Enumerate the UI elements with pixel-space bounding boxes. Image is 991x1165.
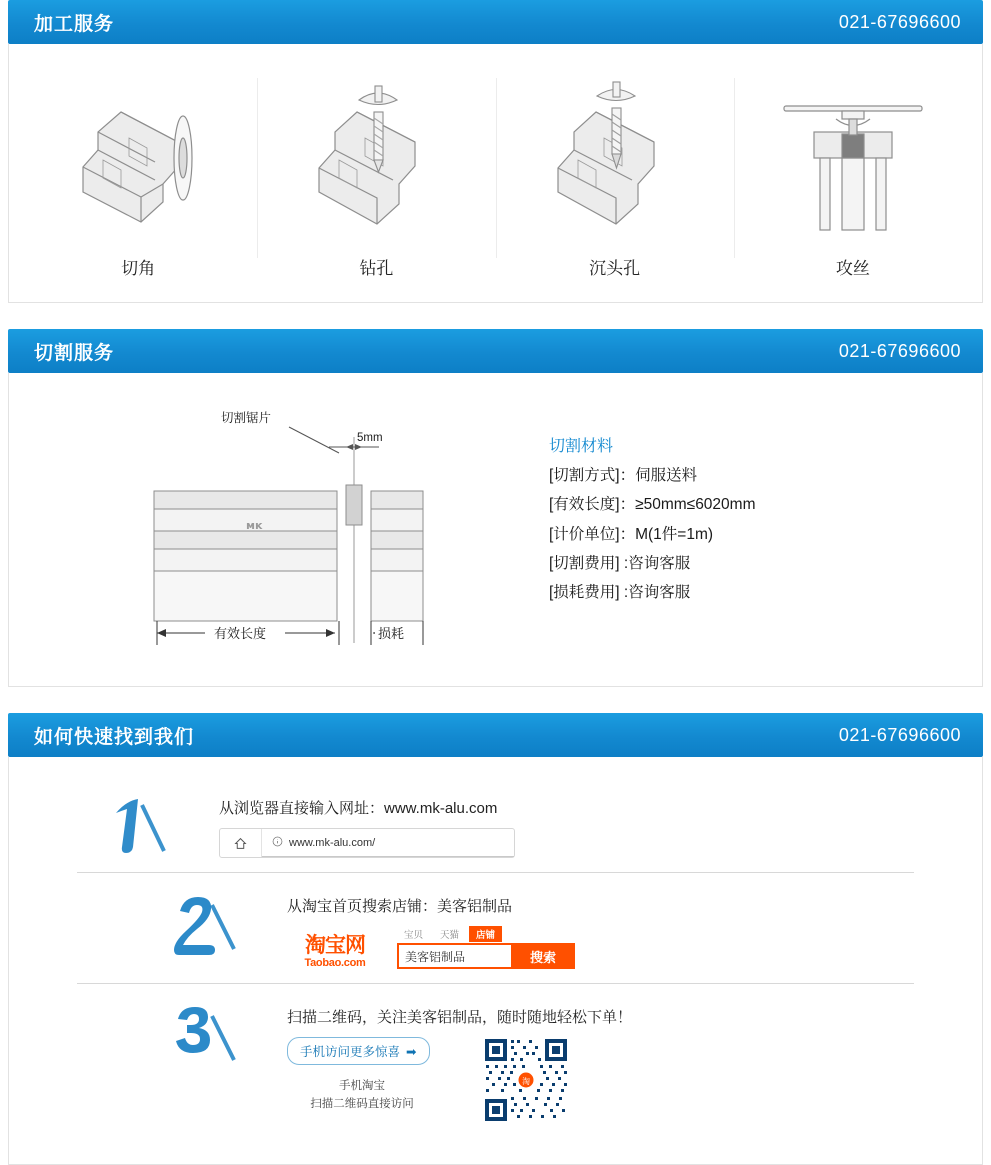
machining-section-header: [8, 0, 983, 44]
browser-address-bar[interactable]: [219, 828, 515, 858]
cutting-section-phone: 021-67696600: [838, 340, 961, 361]
machining-section-body: [8, 44, 983, 303]
step-3-desc: 扫描二维码，关注美客铝制品，随时随地轻松下单！: [287, 1009, 633, 1026]
cutting-spec-item: [有效长度]：≥50mm≤6020mm: [549, 496, 756, 514]
drill-hole-icon: [281, 72, 471, 242]
taobao-search-button[interactable]: 搜索: [511, 943, 575, 969]
machining-item-label: 攻丝: [835, 259, 870, 278]
home-icon[interactable]: [220, 829, 262, 857]
qr-caption-line2: 扫描二维码直接访问: [310, 1098, 414, 1111]
mobile-visit-group: [287, 1037, 437, 1114]
cutting-spec-item: [损耗费用] :咨询客服: [549, 584, 691, 601]
machining-item-label: 钻孔: [359, 259, 394, 278]
findus-section-title: 如何快速找到我们: [34, 726, 195, 748]
info-circle-icon: [272, 836, 283, 850]
svg-text:淘: 淘: [522, 1077, 530, 1086]
tapping-icon: [758, 72, 948, 242]
step-3-content: [277, 1000, 914, 1128]
machining-item-label: 切角: [121, 259, 156, 278]
mobile-visit-label: 手机访问更多惊喜: [300, 1045, 401, 1059]
machining-section-title: 加工服务: [34, 13, 115, 35]
qr-block: [287, 1037, 914, 1128]
svg-text:切割锯片: 切割锯片: [221, 411, 272, 425]
taobao-search-mock: [287, 926, 914, 969]
step-number-1: [9, 791, 209, 857]
step-2-desc: 从淘宝首页搜索店铺：美客铝制品: [287, 898, 513, 915]
cutting-section-body: [8, 373, 983, 687]
svg-text:有效长度: 有效长度: [214, 626, 267, 641]
svg-text:5mm: 5mm: [357, 432, 383, 444]
brand-mark: ᴍᴋ: [246, 519, 263, 532]
taobao-search-input[interactable]: 美客铝制品: [397, 943, 511, 969]
findus-step-3: [77, 983, 914, 1142]
taobao-search-box: [397, 926, 575, 969]
findus-step-2: [77, 872, 914, 983]
cutting-content: [9, 373, 982, 686]
tab-baobei[interactable]: 宝贝: [404, 930, 424, 941]
mobile-visit-button[interactable]: [287, 1037, 430, 1065]
taobao-logo: [287, 935, 383, 969]
tab-tmall[interactable]: 天猫: [440, 930, 460, 941]
findus-section-body: [8, 757, 983, 1165]
spacer: [8, 687, 983, 713]
step-1-content: [209, 791, 982, 858]
step-number-2: [77, 889, 277, 955]
cutting-specs: [549, 395, 756, 660]
taobao-tabs: [397, 926, 575, 942]
step-1-desc: 从浏览器直接输入网址：www.mk-alu.com: [219, 800, 498, 817]
cutting-section-header: [8, 329, 983, 373]
machining-item-cut-corner: [19, 72, 257, 280]
findus-section-phone: 021-67696600: [838, 724, 961, 745]
qr-caption-line1: 手机淘宝: [339, 1080, 385, 1092]
machining-item-countersink: [496, 72, 734, 280]
arrow-right-icon: ➡: [406, 1044, 417, 1059]
step-number-3: [77, 1000, 277, 1066]
taobao-input-line: [397, 943, 575, 969]
findus-step-1: [9, 775, 982, 872]
svg-text:损耗: 损耗: [378, 626, 405, 641]
machining-item-drill-hole: [257, 72, 495, 280]
tab-dianpu[interactable]: 店铺: [469, 926, 502, 942]
url-field[interactable]: [262, 829, 514, 857]
number-two-glyph: [170, 893, 244, 955]
machining-items: [9, 44, 982, 302]
qr-caption: [287, 1077, 437, 1114]
findus-steps: [9, 757, 982, 1164]
number-three-glyph: [170, 1004, 244, 1066]
qr-code: [483, 1037, 569, 1128]
taobao-logo-cn: 淘宝网: [305, 934, 365, 957]
cutting-spec-item: [切割费用] :咨询客服: [549, 554, 691, 572]
machining-item-label: 沉头孔: [589, 259, 641, 278]
cutting-spec-item: [计价单位]：M(1件=1m): [549, 525, 714, 543]
cutting-spec-title: 切割材料: [549, 438, 614, 455]
cutting-section-title: 切割服务: [34, 342, 115, 364]
countersink-hole-icon: [520, 72, 710, 242]
url-text: www.mk-alu.com/: [289, 836, 376, 849]
machining-section-phone: 021-67696600: [838, 11, 961, 32]
findus-section-header: [8, 713, 983, 757]
cutting-spec-item: [切割方式]：伺服送料: [549, 467, 698, 484]
taobao-logo-en: Taobao.com: [304, 957, 366, 969]
number-one-glyph: [102, 795, 176, 857]
step-2-content: [277, 889, 914, 969]
spacer: [8, 303, 983, 329]
machining-item-tapping: [734, 72, 972, 280]
cutting-diagram: [9, 395, 549, 660]
cut-corner-icon: [43, 72, 233, 242]
